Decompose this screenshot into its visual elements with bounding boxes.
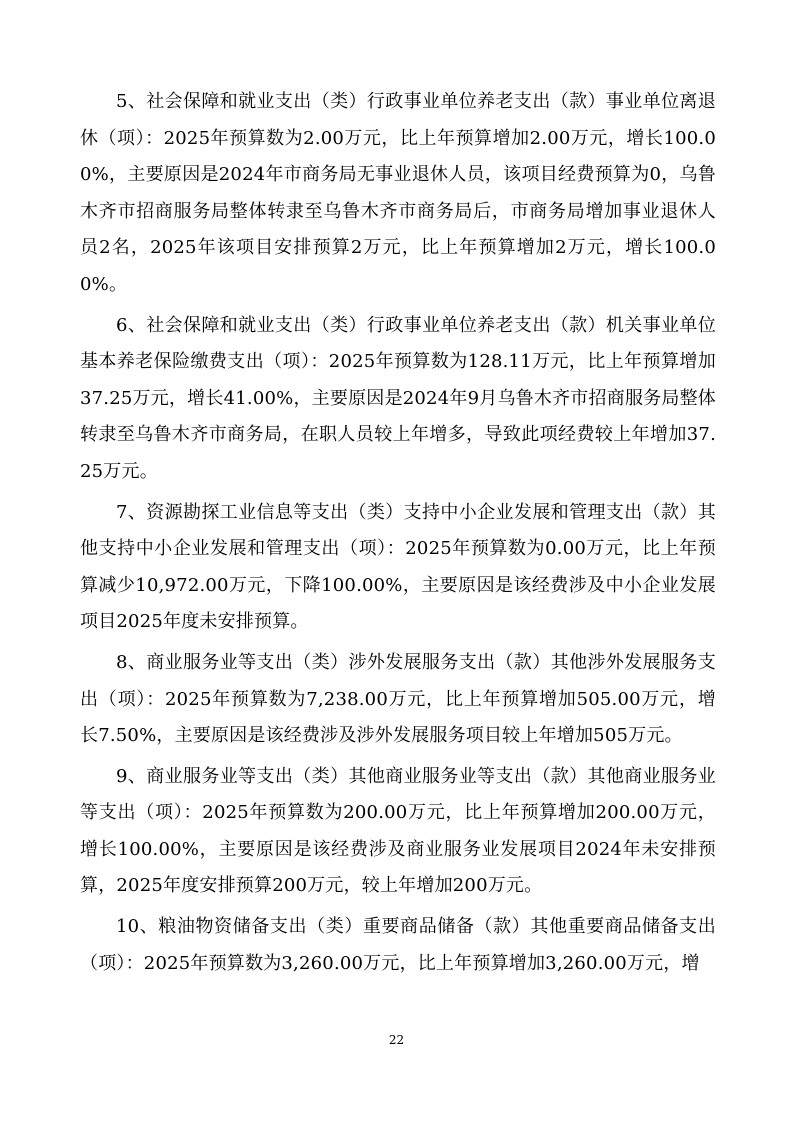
paragraph-item-9: 9、商业服务业等支出（类）其他商业服务业等支出（款）其他商业服务业等支出（项）：2025年预算数为200.00万元，比上年预算增加200.00万元，增长100.00%，主要原因是该经费涉及商业服务业发展项目2024年未安排预算，2025年度安排预算200万元，较上年增加200万元。 [80, 765, 716, 897]
paragraph-item-5: 5、社会保障和就业支出（类）行政事业单位养老支出（款）事业单位离退休（项）：2025年预算数为2.00万元，比上年预算增加2.00万元，增长100.00%，主要原因是2024年市商务局无事业退休人员，该项目经费预算为0，乌鲁木齐市招商服务局整体转隶至乌鲁木齐市商务局后，市商务局增加事业退休人员2名，2025年该项目安排预算2万元，比上年预算增加2万元，增长100.00%。 [80, 91, 716, 295]
paragraph-item-6: 6、社会保障和就业支出（类）行政事业单位养老支出（款）机关事业单位基本养老保险缴费支出（项）：2025年预算数为128.11万元，比上年预算增加37.25万元，增长41.00%，主要原因是2024年9月乌鲁木齐市招商服务局整体转隶至乌鲁木齐市商务局，在职人员较上年增多，导致此项经费较上年增加37.25万元。 [80, 314, 716, 482]
paragraph-item-10: 10、粮油物资储备支出（类）重要商品储备（款）其他重要商品储备支出（项）：2025年预算数为3,260.00万元，比上年预算增加3,260.00万元，增 [80, 916, 716, 974]
body-text [80, 84, 716, 986]
paragraph-item-8: 8、商业服务业等支出（类）涉外发展服务支出（款）其他涉外发展服务支出（项）：2025年预算数为7,238.00万元，比上年预算增加505.00万元，增长7.50%，主要原因是该经费涉及涉外发展服务项目较上年增加505万元。 [80, 651, 716, 747]
paragraph-item-7: 7、资源勘探工业信息等支出（类）支持中小企业发展和管理支出（款）其他支持中小企业发展和管理支出（项）：2025年预算数为0.00万元，比上年预算减少10,972.00万元，下降100.00%，主要原因是该经费涉及中小企业发展项目2025年度未安排预算。 [80, 501, 716, 633]
page-number: 22 [388, 1033, 405, 1047]
